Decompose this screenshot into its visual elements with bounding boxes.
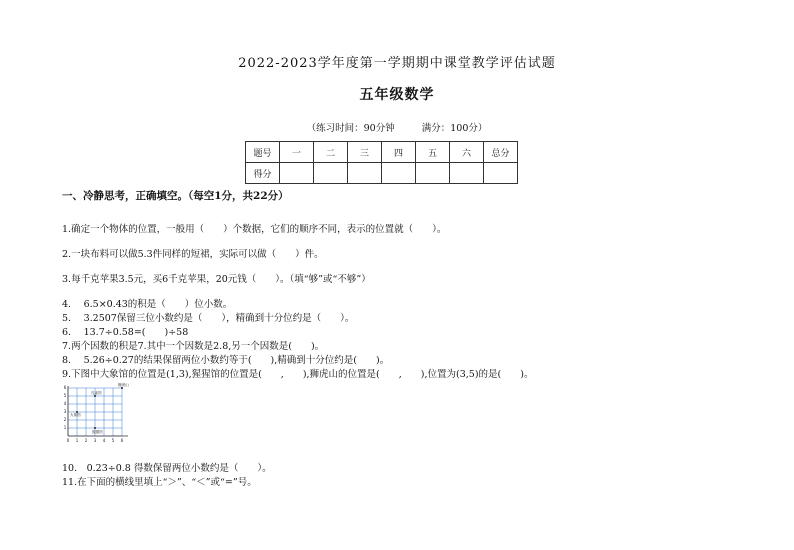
score-table-header-cell: 题号: [246, 142, 280, 163]
x-tick: 1: [75, 438, 79, 443]
question-8: 8. 5.26÷0.27的结果保留两位小数约等于( ),精确到十分位约是( )。: [62, 355, 390, 366]
y-tick: 1: [63, 425, 67, 430]
gorilla-label: 猩猩馆: [92, 430, 103, 434]
question-6: 6. 13.7÷0.58=( )÷58: [62, 327, 189, 338]
question-9: 9.下图中大象馆的位置是(1,3),猩猩馆的位置是( , ),狮虎山的位置是( , ),位置为(3,5)的是( )。: [62, 369, 534, 380]
score-table-header-cell: 总分: [484, 142, 518, 163]
y-tick: 2: [63, 417, 67, 422]
elephant-label: 大象馆: [70, 413, 81, 417]
lion-tiger-label: 狮虎山: [118, 383, 129, 387]
y-tick: 3: [63, 409, 67, 414]
score-table-header-row: [246, 142, 518, 163]
score-input-cell[interactable]: [348, 163, 382, 184]
score-table-header-cell: 五: [416, 142, 450, 163]
zoo-grid-figure: [62, 380, 134, 444]
section-heading: 一、冷静思考，正确填空。（每空1分，共22分）: [62, 190, 289, 202]
question-5: 5. 3.2507保留三位小数约是（ ），精确到十分位约是（ ）。: [62, 313, 355, 324]
exam-subtitle: 五年级数学: [359, 87, 435, 103]
time-info: （练习时间：90分钟: [306, 123, 395, 134]
y-tick: 6: [63, 385, 67, 390]
x-tick: 5: [111, 438, 115, 443]
exam-title: 2022-2023学年度第一学期期中课堂教学评估试题: [238, 56, 556, 71]
x-tick: 2: [84, 438, 88, 443]
score-input-cell[interactable]: [382, 163, 416, 184]
score-input-cell[interactable]: [416, 163, 450, 184]
peacock-label: 孔雀馆: [91, 391, 102, 395]
y-tick: 4: [63, 401, 67, 406]
lion-tiger-point: [121, 387, 123, 389]
question-11: 11.在下面的横线里填上“＞”、“＜”或“=”号。: [62, 477, 257, 488]
score-table-header-cell: 二: [314, 142, 348, 163]
x-tick: 3: [93, 438, 97, 443]
score-table-header-cell: 六: [450, 142, 484, 163]
score-label-cell: 得分: [246, 163, 280, 184]
gorilla-point: [94, 427, 96, 429]
score-table: [245, 141, 518, 184]
x-tick: 4: [102, 438, 106, 443]
score-input-cell[interactable]: [484, 163, 518, 184]
question-4: 4. 6.5×0.43的积是（ ）位小数。: [62, 299, 233, 310]
exam-info: [0, 120, 794, 134]
score-info: 满分：100分）: [421, 123, 488, 134]
question-7: 7.两个因数的积是7.其中一个因数是2.8,另一个因数是( )。: [62, 341, 325, 352]
x-tick: 6: [120, 438, 124, 443]
score-input-cell[interactable]: [314, 163, 348, 184]
question-1: 1.确定一个物体的位置，一般用（ ）个数据，它们的顺序不同，表示的位置就（ ）。: [62, 224, 447, 235]
question-2: 2.一块布料可以做5.3件同样的短裙，实际可以做（ ）件。: [62, 249, 324, 260]
score-table-score-row: [246, 163, 518, 184]
peacock-point: [94, 395, 96, 397]
score-table-header-cell: 三: [348, 142, 382, 163]
score-input-cell[interactable]: [450, 163, 484, 184]
question-3: 3.每千克苹果3.5元，买6千克苹果，20元钱（ ）。（填“够”或“不够”）: [62, 274, 371, 285]
y-tick: 5: [63, 393, 67, 398]
x-tick: 0: [66, 438, 70, 443]
score-table-header-cell: 一: [280, 142, 314, 163]
zoo-grid-svg: [62, 380, 134, 444]
score-table-header-cell: 四: [382, 142, 416, 163]
question-10: 10. 0.23÷0.8 得数保留两位小数约是（ ）。: [62, 463, 272, 474]
score-input-cell[interactable]: [280, 163, 314, 184]
